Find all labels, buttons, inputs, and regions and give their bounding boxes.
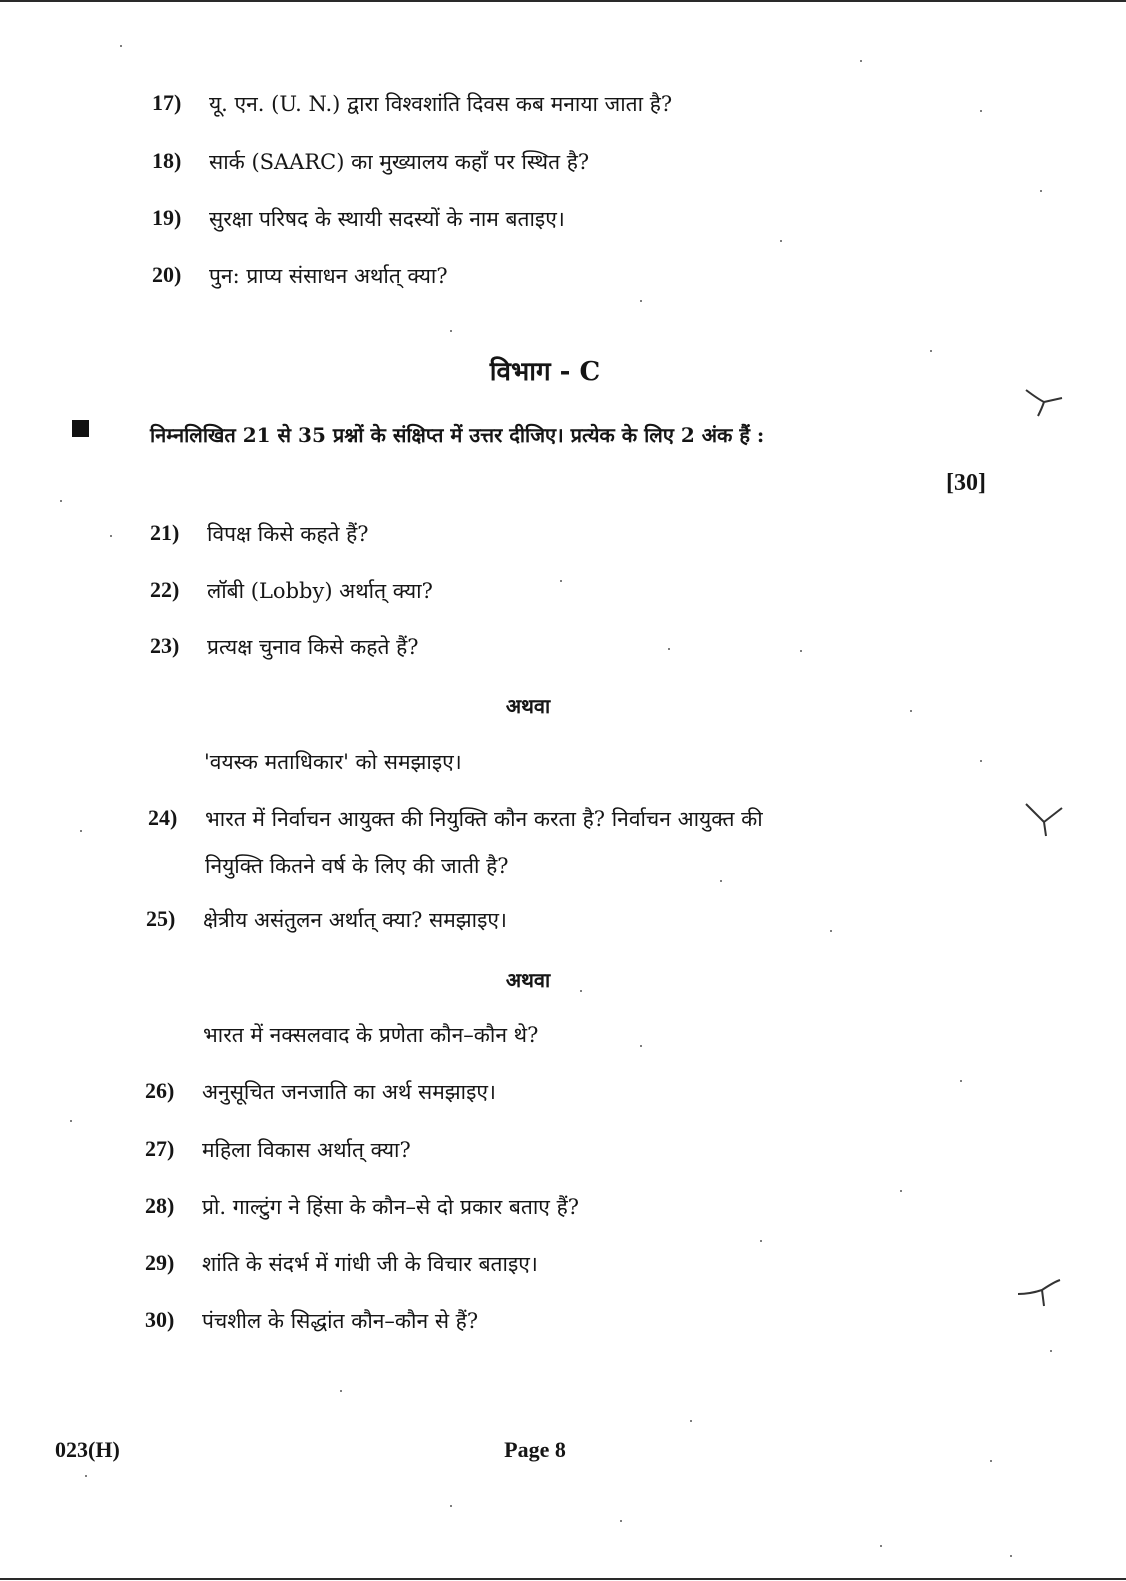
question-number: 28)	[145, 1193, 175, 1218]
question-text: अनुसूचित जनजाति का अर्थ समझाइए।	[202, 1080, 496, 1104]
question-number: 27)	[145, 1136, 175, 1161]
bullet-square-icon	[72, 420, 89, 437]
question-text: क्षेत्रीय असंतुलन अर्थात् क्या? समझाइए।	[203, 908, 508, 932]
question-number: 29)	[145, 1250, 175, 1275]
question-number: 30)	[145, 1307, 175, 1332]
question-text: महिला विकास अर्थात् क्या?	[202, 1138, 411, 1162]
question-number: 17)	[152, 90, 182, 115]
question-text: विपक्ष किसे कहते हैं?	[207, 522, 369, 546]
alternative-question-text: 'वयस्क मताधिकार' को समझाइए।	[204, 750, 462, 774]
or-label: अथवा	[505, 694, 551, 718]
question-number: 21)	[150, 520, 180, 545]
top-rule	[0, 0, 1126, 2]
bottom-rule	[0, 1578, 1126, 1580]
margin-tick-icon	[1022, 384, 1066, 420]
question-number: 23)	[150, 633, 180, 658]
question-text: लॉबी (Lobby) अर्थात् क्या?	[207, 579, 433, 603]
alternative-question-text: भारत में नक्सलवाद के प्रणेता कौन–कौन थे?	[203, 1023, 539, 1047]
question-number: 26)	[145, 1078, 175, 1103]
question-text: सुरक्षा परिषद के स्थायी सदस्यों के नाम बताइए।	[209, 207, 565, 231]
question-number: 24)	[148, 805, 178, 830]
question-text: शांति के संदर्भ में गांधी जी के विचार बताइए।	[202, 1252, 538, 1276]
margin-tick-icon	[1022, 800, 1066, 840]
question-number: 20)	[152, 262, 182, 287]
or-label: अथवा	[505, 968, 551, 992]
question-text: पुन: प्राप्य संसाधन अर्थात् क्या?	[209, 264, 448, 288]
question-text: भारत में निर्वाचन आयुक्त की नियुक्ति कौन करता है? निर्वाचन आयुक्त की	[205, 807, 763, 831]
question-text-continuation: नियुक्ति कितने वर्ष के लिए की जाती है?	[205, 854, 509, 878]
margin-tick-icon	[1014, 1276, 1064, 1312]
question-number: 19)	[152, 205, 182, 230]
page-number: Page 8	[504, 1437, 566, 1462]
section-marks: [30]	[946, 470, 986, 496]
section-heading: विभाग - C	[489, 357, 601, 387]
question-text: प्रो. गाल्टुंग ने हिंसा के कौन–से दो प्रकार बताए हैं?	[202, 1195, 580, 1219]
paper-code: 023(H)	[55, 1437, 120, 1462]
section-instruction: निम्नलिखित 21 से 35 प्रश्नों के संक्षिप्त में उत्तर दीजिए। प्रत्येक के लिए 2 अंक हैं :	[150, 423, 765, 447]
question-text: पंचशील के सिद्धांत कौन–कौन से हैं?	[202, 1309, 479, 1333]
question-number: 18)	[152, 148, 182, 173]
question-text: यू. एन. (U. N.) द्वारा विश्वशांति दिवस कब मनाया जाता है?	[209, 92, 673, 116]
question-number: 25)	[146, 906, 176, 931]
question-text: सार्क (SAARC) का मुख्यालय कहाँ पर स्थित है?	[209, 150, 590, 174]
question-number: 22)	[150, 577, 180, 602]
question-text: प्रत्यक्ष चुनाव किसे कहते हैं?	[207, 635, 419, 659]
